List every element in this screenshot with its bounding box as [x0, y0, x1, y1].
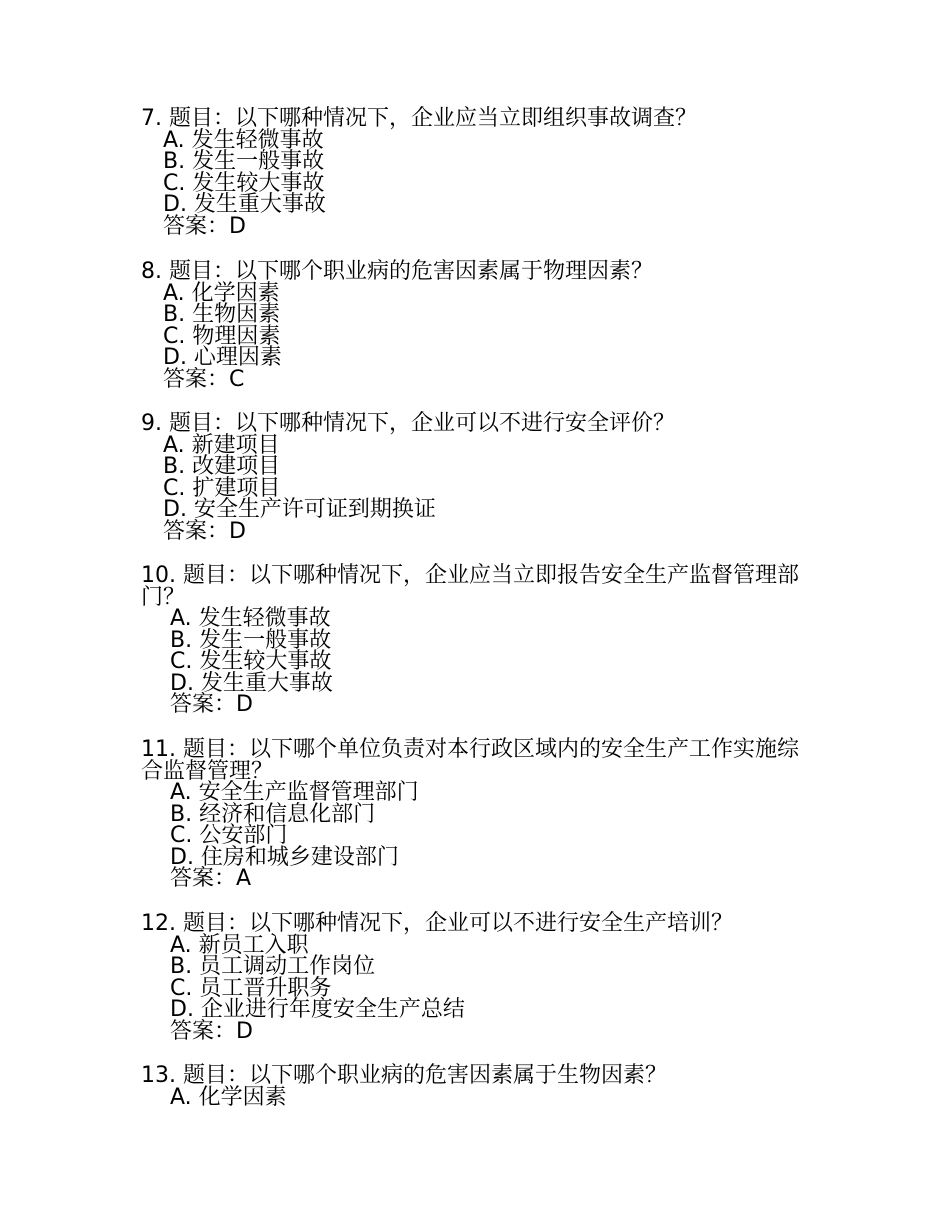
answer: 答案：D	[170, 1018, 253, 1044]
question-title: 9. 题目：以下哪种情况下，企业可以不进行安全评价？	[141, 411, 675, 436]
option-b: B. 员工调动工作岗位	[170, 954, 376, 979]
question-title: 7. 题目：以下哪种情况下，企业应当立即组织事故调查？	[141, 106, 697, 131]
option-d: D. 心理因素	[163, 345, 282, 370]
option-c: C. 扩建项目	[163, 475, 281, 501]
options-list	[141, 280, 821, 392]
option-d: D. 发生重大事故	[163, 192, 326, 217]
options-list	[141, 782, 821, 890]
answer: 答案：D	[163, 518, 246, 544]
question-block	[141, 108, 821, 237]
question-title: 12. 题目：以下哪种情况下，企业可以不进行安全生产培训？	[141, 911, 733, 936]
question-block	[141, 413, 821, 542]
question-title: 10. 题目：以下哪种情况下，企业应当立即报告安全生产监督管理部门？	[141, 563, 799, 610]
answer: 答案：A	[170, 866, 252, 891]
question-title: 11. 题目：以下哪个单位负责对本行政区域内的安全生产工作实施综合监督管理？	[141, 737, 799, 784]
option-c: C. 发生较大事故	[170, 649, 332, 674]
options-list	[141, 432, 821, 544]
option-d: D. 企业进行年度安全生产总结	[170, 997, 465, 1022]
answer: 答案：D	[170, 692, 253, 717]
option-c: C. 发生较大事故	[163, 170, 325, 196]
options-list	[141, 608, 821, 716]
option-a: A. 发生轻微事故	[170, 606, 331, 631]
option-c: C. 物理因素	[163, 323, 281, 349]
question-title: 8. 题目：以下哪个职业病的危害因素属于物理因素？	[141, 259, 653, 284]
question-block	[141, 1065, 821, 1108]
option-d: D. 发生重大事故	[170, 670, 333, 696]
question-title: 13. 题目：以下哪个职业病的危害因素属于生物因素？	[141, 1063, 667, 1088]
option-b: B. 发生一般事故	[163, 149, 325, 174]
option-a: A. 新员工入职	[170, 932, 309, 958]
option-b: B. 发生一般事故	[170, 627, 332, 653]
option-b: B. 经济和信息化部门	[170, 801, 376, 827]
option-a: A. 新建项目	[163, 432, 280, 458]
option-c: C. 公安部门	[170, 823, 288, 848]
options-list	[141, 1084, 821, 1110]
option-a: A. 化学因素	[170, 1084, 287, 1110]
question-block	[141, 261, 821, 390]
option-b: B. 生物因素	[163, 302, 281, 327]
option-c: C. 员工晋升职务	[170, 975, 332, 1001]
option-d: D. 住房和城乡建设部门	[170, 844, 399, 870]
option-d: D. 安全生产许可证到期换证	[163, 497, 436, 522]
answer: 答案：D	[163, 213, 246, 239]
question-block	[141, 565, 821, 716]
question-block	[141, 739, 821, 890]
option-b: B. 改建项目	[163, 454, 281, 479]
option-a: A. 发生轻微事故	[163, 127, 324, 153]
question-block	[141, 913, 821, 1042]
option-a: A. 化学因素	[163, 280, 280, 306]
options-list	[141, 127, 821, 239]
options-list	[141, 932, 821, 1044]
option-a: A. 安全生产监督管理部门	[170, 780, 419, 805]
answer: 答案：C	[163, 366, 245, 392]
